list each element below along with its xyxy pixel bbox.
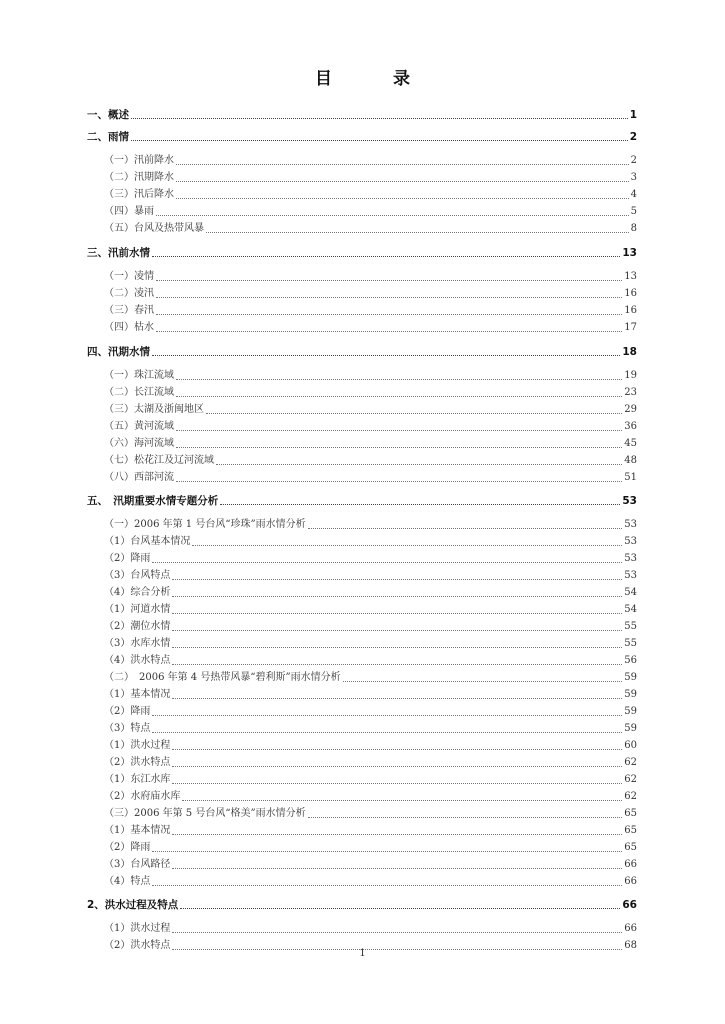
dot-leader	[308, 816, 623, 818]
toc-entry-label: （1）河道水情	[104, 604, 171, 615]
toc-entry[interactable]	[104, 454, 637, 468]
toc-entry[interactable]	[104, 824, 637, 838]
toc-entry[interactable]	[104, 287, 637, 301]
toc-entry[interactable]	[104, 471, 637, 485]
dot-leader	[131, 139, 628, 141]
toc-entry[interactable]	[104, 620, 637, 634]
toc-entry-page: 16	[624, 305, 637, 316]
toc-entry[interactable]	[104, 171, 637, 185]
toc-entry-page: 65	[624, 825, 637, 836]
toc-entry[interactable]	[104, 603, 637, 617]
toc-entry-page: 60	[624, 740, 637, 751]
toc-entry-page: 59	[624, 672, 637, 683]
toc-entry[interactable]	[104, 188, 637, 202]
dot-leader	[176, 180, 629, 182]
dot-leader	[172, 578, 622, 580]
dot-leader	[152, 354, 620, 356]
toc-entry-label: （3）台风路径	[104, 859, 171, 870]
toc-entry-label: （2）降雨	[104, 553, 151, 564]
toc-entry-page: 55	[624, 621, 637, 632]
toc-entry[interactable]	[104, 773, 637, 787]
toc-entry-label: （1）基本情况	[104, 689, 171, 700]
toc-entry[interactable]	[104, 437, 637, 451]
toc-entry-page: 13	[624, 271, 637, 282]
toc-entry[interactable]	[104, 875, 637, 889]
page-number: 1	[359, 948, 366, 959]
dot-leader	[172, 612, 622, 614]
toc-entry-label: （3）特点	[104, 723, 151, 734]
toc-entry[interactable]	[87, 898, 637, 912]
toc-entry-label: （4）洪水特点	[104, 655, 171, 666]
dot-leader	[172, 646, 622, 648]
toc-entry[interactable]	[104, 756, 637, 770]
toc-entry-label: （一）凌情	[104, 271, 154, 282]
toc-entry[interactable]	[104, 270, 637, 284]
toc-entry-label: （五）黄河流域	[104, 421, 174, 432]
dot-leader	[343, 680, 623, 682]
toc-entry[interactable]	[104, 671, 637, 685]
toc-entry-page: 65	[624, 842, 637, 853]
toc-entry[interactable]	[104, 790, 637, 804]
toc-entry-label: （1）洪水过程	[104, 923, 171, 934]
toc-entry-page: 2	[629, 131, 637, 143]
toc-entry-label: （三）春汛	[104, 305, 154, 316]
toc-entry[interactable]	[104, 807, 637, 821]
toc-entry[interactable]	[104, 654, 637, 668]
dot-leader	[176, 395, 622, 397]
toc-entry-label: （二）凌汛	[104, 288, 154, 299]
toc-entry-label: （1）东江水库	[104, 774, 171, 785]
dot-leader	[131, 117, 628, 119]
toc-entry-page: 66	[624, 859, 637, 870]
toc-entry-label: （1）洪水过程	[104, 740, 171, 751]
toc-entry[interactable]	[104, 688, 637, 702]
toc-entry[interactable]	[104, 518, 637, 532]
toc-entry[interactable]	[104, 304, 637, 318]
toc-entry-label: （3）水库水情	[104, 638, 171, 649]
toc-entry-label: （四）枯水	[104, 322, 154, 333]
toc-entry-label: （2）洪水特点	[104, 940, 171, 951]
toc-entry-label: （3）台风特点	[104, 570, 171, 581]
toc-entry[interactable]	[104, 705, 637, 719]
toc-entry-page: 1	[629, 109, 637, 121]
toc-entry-page: 54	[624, 587, 637, 598]
toc-entry-label: （二）汛期降水	[104, 172, 174, 183]
dot-leader	[152, 714, 622, 716]
dot-leader	[172, 595, 622, 597]
toc-entry-page: 65	[624, 808, 637, 819]
toc-entry-label: （五）台风及热带风暴	[104, 223, 204, 234]
dot-leader	[308, 527, 623, 529]
toc-entry-label: （2）降雨	[104, 842, 151, 853]
dot-leader	[152, 884, 622, 886]
toc-entry-page: 53	[624, 570, 637, 581]
toc-entry-page: 59	[624, 689, 637, 700]
toc-entry[interactable]	[104, 369, 637, 383]
dot-leader	[172, 782, 622, 784]
toc-entry-label: （一）珠江流域	[104, 370, 174, 381]
toc-entry[interactable]	[104, 858, 637, 872]
dot-leader	[152, 850, 622, 852]
toc-entry[interactable]	[87, 494, 637, 508]
dot-leader	[156, 214, 629, 216]
toc-entry-page: 13	[622, 247, 637, 259]
toc-entry-label: （4）综合分析	[104, 587, 171, 598]
dot-leader	[176, 429, 622, 431]
toc-entry-label: （1）基本情况	[104, 825, 171, 836]
toc-entry-page: 36	[624, 421, 637, 432]
toc-entry-page: 18	[622, 346, 637, 358]
toc-entry[interactable]	[87, 246, 637, 260]
dot-leader	[216, 463, 622, 465]
toc-entry[interactable]	[104, 841, 637, 855]
toc-entry-page: 53	[624, 553, 637, 564]
toc-entry-page: 59	[624, 706, 637, 717]
toc-entry[interactable]	[104, 637, 637, 651]
toc-entry-page: 51	[624, 472, 637, 483]
toc-entry-label: 三、汛前水情	[87, 247, 150, 259]
toc-entry-page: 59	[624, 723, 637, 734]
dot-leader	[172, 663, 622, 665]
toc-entry-page: 3	[630, 172, 637, 183]
toc-entry[interactable]	[104, 552, 637, 566]
dot-leader	[192, 544, 622, 546]
dot-leader	[206, 412, 622, 414]
toc-entry-label: （4）特点	[104, 876, 151, 887]
dot-leader	[172, 629, 622, 631]
dot-leader	[220, 503, 620, 505]
toc-entry[interactable]	[104, 205, 637, 219]
toc-entry-label: （2）降雨	[104, 706, 151, 717]
toc-entry-page: 53	[622, 495, 637, 507]
toc-entry-label: 二、雨情	[87, 131, 129, 143]
dot-leader	[176, 163, 629, 165]
toc-entry-page: 29	[624, 404, 637, 415]
toc-entry[interactable]	[104, 154, 637, 168]
toc-entry-label: 四、汛期水情	[87, 346, 150, 358]
toc-entry[interactable]	[104, 321, 637, 335]
toc-entry-page: 66	[624, 876, 637, 887]
dot-leader	[152, 731, 622, 733]
toc-entry-page: 8	[630, 223, 637, 234]
toc-entry-label: （1）台风基本情况	[104, 536, 191, 547]
toc-entry-label: 五、 汛期重要水情专题分析	[87, 495, 219, 507]
toc-entry-label: 一、概述	[87, 109, 129, 121]
toc-entry-label: （三）太湖及浙闽地区	[104, 404, 204, 415]
dot-leader	[156, 296, 622, 298]
dot-leader	[172, 931, 622, 933]
toc-entry-page: 62	[624, 774, 637, 785]
toc-entry[interactable]	[104, 386, 637, 400]
dot-leader	[182, 799, 622, 801]
toc-entry-label: （二） 2006 年第 4 号热带风暴“碧利斯”雨水情分析	[104, 672, 341, 683]
toc-entry-page: 53	[624, 519, 637, 530]
toc-entry-label: （七）松花江及辽河流域	[104, 455, 214, 466]
toc-entry-page: 17	[624, 322, 637, 333]
toc-entry-label: （六）海河流域	[104, 438, 174, 449]
toc-entry-label: （一）汛前降水	[104, 155, 174, 166]
page-title: 目 录	[315, 69, 432, 89]
toc-entry-page: 56	[624, 655, 637, 666]
dot-leader	[172, 697, 622, 699]
toc-entry-page: 48	[624, 455, 637, 466]
dot-leader	[176, 446, 622, 448]
toc-entry[interactable]	[87, 130, 637, 144]
toc-entry[interactable]	[87, 108, 637, 122]
toc-entry-page: 62	[624, 757, 637, 768]
dot-leader	[152, 255, 620, 257]
toc-entry-page: 16	[624, 288, 637, 299]
dot-leader	[152, 561, 622, 563]
toc-entry[interactable]	[104, 403, 637, 417]
dot-leader	[180, 907, 620, 909]
toc-entry-label: 2、洪水过程及特点	[87, 899, 179, 911]
dot-leader	[172, 748, 622, 750]
toc-entry-page: 4	[630, 189, 637, 200]
dot-leader	[176, 378, 622, 380]
toc-entry-page: 68	[624, 940, 637, 951]
toc-entry-label: （二）长江流域	[104, 387, 174, 398]
toc-entry-label: （2）潮位水情	[104, 621, 171, 632]
dot-leader	[176, 480, 622, 482]
toc-entry[interactable]	[104, 569, 637, 583]
toc-entry-page: 62	[624, 791, 637, 802]
toc-entry-label: （三）汛后降水	[104, 189, 174, 200]
toc-entry-page: 55	[624, 638, 637, 649]
toc-entry[interactable]	[87, 345, 637, 359]
toc-entry[interactable]	[104, 739, 637, 753]
toc-entry-page: 19	[624, 370, 637, 381]
dot-leader	[156, 313, 622, 315]
dot-leader	[156, 279, 622, 281]
toc-entry[interactable]	[104, 420, 637, 434]
toc-entry-page: 66	[624, 923, 637, 934]
toc-entry-page: 66	[622, 899, 637, 911]
toc-entry-label: （2）洪水特点	[104, 757, 171, 768]
toc-entry-page: 53	[624, 536, 637, 547]
toc-entry[interactable]	[104, 586, 637, 600]
dot-leader	[156, 330, 622, 332]
toc-entry-page: 5	[630, 206, 637, 217]
toc-entry-label: （2）水府庙水库	[104, 791, 181, 802]
toc-entry[interactable]	[104, 922, 637, 936]
toc-entry[interactable]	[104, 535, 637, 549]
toc-entry[interactable]	[104, 222, 637, 236]
dot-leader	[172, 765, 622, 767]
dot-leader	[172, 867, 622, 869]
toc-entry-page: 2	[630, 155, 637, 166]
toc-entry-page: 23	[624, 387, 637, 398]
toc-entry-page: 54	[624, 604, 637, 615]
toc-entry[interactable]	[104, 722, 637, 736]
toc-entry-label: （一）2006 年第 1 号台风“珍珠”雨水情分析	[104, 519, 306, 530]
toc-entry-label: （四）暴雨	[104, 206, 154, 217]
toc-entry-label: （三）2006 年第 5 号台风“格美”雨水情分析	[104, 808, 306, 819]
dot-leader	[206, 231, 629, 233]
toc-entry-page: 45	[624, 438, 637, 449]
toc-entry-label: （八）西部河流	[104, 472, 174, 483]
dot-leader	[172, 833, 622, 835]
dot-leader	[176, 197, 629, 199]
